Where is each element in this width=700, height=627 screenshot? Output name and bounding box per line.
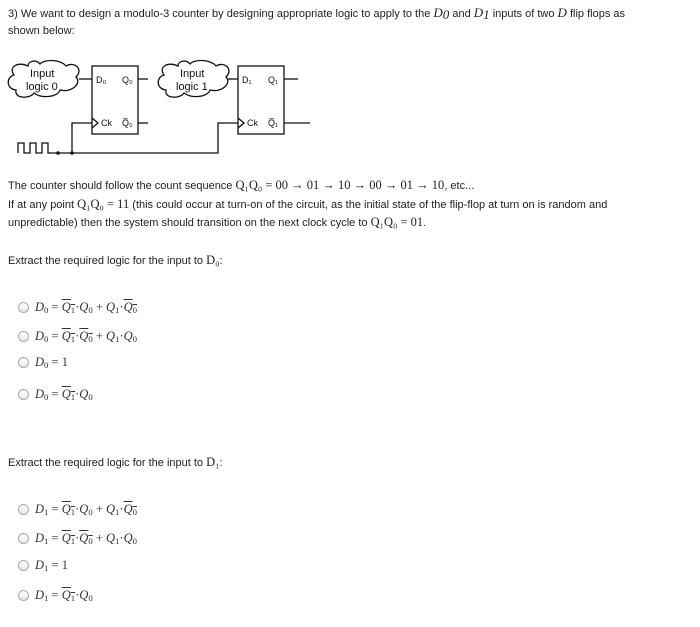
radio-button[interactable]: [18, 560, 29, 571]
part-b-option-2[interactable]: [18, 529, 137, 547]
input-logic-0-label-line1: Input: [30, 68, 55, 80]
part-a-option-4[interactable]: [18, 385, 93, 403]
ff1-q-label: Q₁: [268, 75, 279, 85]
input-logic-1-label-line1: Input: [180, 68, 205, 80]
option-equation: $D_0 = 1$: [35, 354, 68, 370]
part-b-prompt: Extract the required logic for the input to D₁:: [8, 455, 223, 469]
part-b-option-4[interactable]: [18, 586, 93, 604]
ff0-q-label: Q₀: [122, 75, 133, 85]
input-logic-1-label-line2: logic 1: [176, 81, 208, 93]
ff1-d-label: D₁: [242, 75, 252, 85]
part-a-option-1[interactable]: [18, 298, 137, 316]
circuit-diagram: [0, 55, 340, 160]
sequence-text: The counter should follow the count sequence Q₁Q₀ = 00 → 01 → 10 → 00 → 01 → 10, etc...: [8, 178, 475, 192]
ff0-qbar-label: Q̅₀: [122, 118, 133, 128]
option-equation: $D_1 = 1$: [35, 557, 68, 573]
ff0-d-label: D₀: [96, 75, 107, 85]
part-b-option-1[interactable]: [18, 500, 137, 518]
ff1-ck-label: Ck: [247, 118, 258, 128]
option-equation: $D_1 = Q_1\cdot Q_0 + Q_1\cdot Q_0$: [35, 501, 137, 517]
radio-button[interactable]: [18, 331, 29, 342]
option-equation: $D_1 = Q_1\cdot Q_0 + Q_1\cdot Q_0$: [35, 530, 137, 546]
radio-button[interactable]: [18, 302, 29, 313]
part-a-prompt: Extract the required logic for the input to D₀:: [8, 253, 223, 267]
ff0-ck-label: Ck: [101, 118, 112, 128]
input-logic-0-label-line2: logic 0: [26, 81, 58, 93]
note-text: If at any point Q₁Q₀ = 11 (this could occur at turn-on of the circuit, as the initial state of the flip-flop at turn on is random and unpredictable) then the system should transition on the next clock cycle to Q₁Q₀ = 01.: [8, 197, 608, 229]
radio-button[interactable]: [18, 504, 29, 515]
radio-button[interactable]: [18, 357, 29, 368]
option-equation: $D_1 = Q_1\cdot Q_0$: [35, 587, 93, 603]
radio-button[interactable]: [18, 389, 29, 400]
question-text: 3) We want to design a modulo-3 counter by designing appropriate logic to apply to the $D_0$ and $D_1$ inputs of two D flip flops as shown below:: [8, 5, 625, 37]
option-equation: $D_0 = Q_1\cdot Q_0 + Q_1\cdot Q_0$: [35, 328, 137, 344]
clock-signal-icon: [18, 143, 58, 153]
option-equation: $D_0 = Q_1\cdot Q_0$: [35, 386, 93, 402]
radio-button[interactable]: [18, 533, 29, 544]
part-a-option-3[interactable]: [18, 353, 68, 371]
ff1-qbar-label: Q̅₁: [268, 118, 279, 128]
part-a-option-2[interactable]: [18, 327, 137, 345]
radio-button[interactable]: [18, 590, 29, 601]
part-b-option-3[interactable]: [18, 556, 68, 574]
option-equation: $D_0 = Q_1\cdot Q_0 + Q_1\cdot Q_0$: [35, 299, 137, 315]
